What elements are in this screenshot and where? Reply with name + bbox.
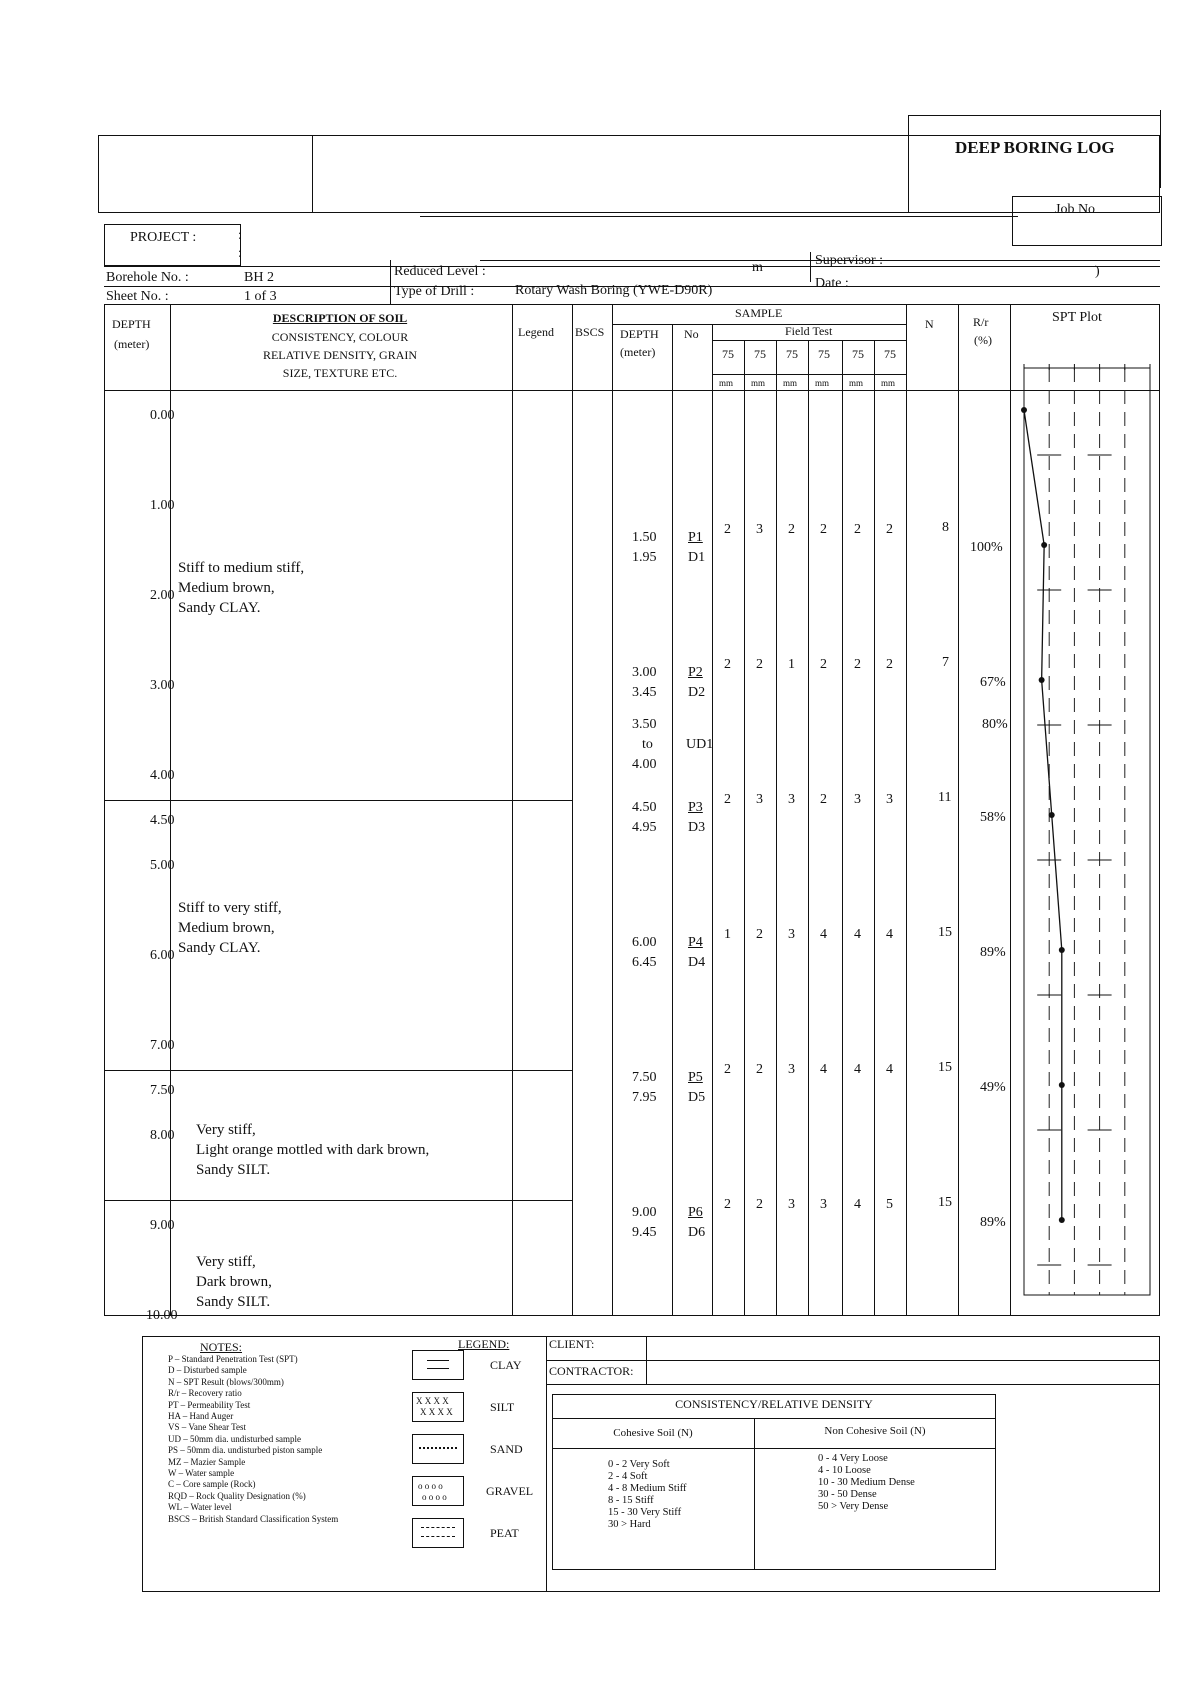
sample-number: P6 <box>688 1205 703 1220</box>
depth-label: 1.00 <box>150 498 175 513</box>
col-sample: SAMPLE <box>735 306 783 320</box>
field-test-interval-5: 75 <box>852 347 864 361</box>
sample-depth-bottom: 4.95 <box>632 820 657 835</box>
legend-symbol-silt <box>412 1392 464 1422</box>
layer-description-line: Medium brown, <box>178 580 275 596</box>
legend-label-silt: SILT <box>490 1400 515 1414</box>
field-test-value: 4 <box>820 927 827 942</box>
sample-number: P2 <box>688 665 703 680</box>
borehole-value: BH 2 <box>244 270 274 285</box>
field-test-value: 3 <box>788 792 795 807</box>
cohesive-row: 30 > Hard <box>608 1519 651 1530</box>
layer-description-line: Sandy CLAY. <box>178 940 261 956</box>
col-spt-plot: SPT Plot <box>1052 310 1102 325</box>
field-test-interval-4: 75 <box>818 347 830 361</box>
legend-label-gravel: GRAVEL <box>486 1484 534 1498</box>
sample-number: P5 <box>688 1070 703 1085</box>
gravel-hatch: o o o o <box>418 1481 443 1491</box>
depth-label: 2.00 <box>150 588 175 603</box>
depth-label: 7.50 <box>150 1083 175 1098</box>
legend-symbol-sand <box>412 1434 464 1464</box>
field-test-value: 1 <box>724 927 731 942</box>
col-sample-depth-unit: (meter) <box>620 345 656 359</box>
spt-n-value: 8 <box>942 520 949 535</box>
depth-label: 6.00 <box>150 948 175 963</box>
depth-label: 8.00 <box>150 1128 175 1143</box>
field-test-value: 4 <box>820 1062 827 1077</box>
field-test-unit-2: mm <box>751 378 766 388</box>
col-bscs: BSCS <box>575 325 605 339</box>
spt-n-value: 15 <box>938 1195 952 1210</box>
noncohesive-row: 10 - 30 Medium Dense <box>818 1477 915 1488</box>
field-test-value: 2 <box>724 792 731 807</box>
legend-title: LEGEND: <box>458 1337 510 1351</box>
layer-description-line: Sandy CLAY. <box>178 600 261 616</box>
sheet-value: 1 of 3 <box>244 289 277 304</box>
recovery-ratio: 100% <box>970 540 1003 555</box>
contractor-label: CONTRACTOR: <box>549 1364 634 1378</box>
note-line: WL – Water level <box>168 1502 232 1513</box>
sample-depth-top: 1.50 <box>632 530 657 545</box>
spt-point <box>1059 1082 1065 1088</box>
note-line: C – Core sample (Rock) <box>168 1479 256 1490</box>
cohesive-row: 2 - 4 Soft <box>608 1471 648 1482</box>
field-test-value: 3 <box>788 927 795 942</box>
field-test-value: 2 <box>724 1062 731 1077</box>
note-line: BSCS – British Standard Classification System <box>168 1513 339 1524</box>
layer-description-line: Very stiff, <box>196 1254 256 1270</box>
col-description-line2: RELATIVE DENSITY, GRAIN <box>262 348 418 362</box>
note-line: P – Standard Penetration Test (SPT) <box>168 1354 298 1364</box>
field-test-value: 4 <box>854 927 861 942</box>
field-test-value: 3 <box>820 1197 827 1212</box>
layer-description-line: Stiff to medium stiff, <box>178 560 305 576</box>
field-test-value: 2 <box>756 1062 763 1077</box>
sample-subnumber: D2 <box>688 685 706 700</box>
layer-description-line: Dark brown, <box>196 1274 272 1290</box>
depth-label: 7.00 <box>150 1038 175 1053</box>
noncohesive-title: Non Cohesive Soil (N) <box>824 1425 926 1437</box>
field-test-unit-1: mm <box>719 378 734 388</box>
consistency-title: CONSISTENCY/RELATIVE DENSITY <box>675 1397 873 1411</box>
sample-depth-top: 9.00 <box>632 1205 657 1220</box>
field-test-value: 2 <box>756 1197 763 1212</box>
col-rr: R/r <box>973 315 989 329</box>
depth-label: 4.00 <box>150 768 175 783</box>
notes-title: NOTES: <box>200 1340 242 1354</box>
field-test-value: 4 <box>886 1062 893 1077</box>
field-test-value: 4 <box>854 1197 861 1212</box>
field-test-value: 2 <box>886 522 893 537</box>
sample-subnumber: D4 <box>688 955 706 970</box>
spt-plot-frame <box>1024 368 1150 1295</box>
layer-description-line: Very stiff, <box>196 1122 256 1138</box>
sample-depth-bottom: 7.95 <box>632 1090 657 1105</box>
spt-n-value: 15 <box>938 925 952 940</box>
field-test-value: 1 <box>788 657 795 672</box>
spt-point <box>1021 407 1027 413</box>
sample-depth-bottom: 3.45 <box>632 685 657 700</box>
field-test-value: 4 <box>854 1062 861 1077</box>
layer-description-line: Sandy SILT. <box>196 1162 271 1178</box>
borehole-label: Borehole No. : <box>106 270 189 285</box>
drill-label: Type of Drill : <box>394 284 475 299</box>
spt-point <box>1059 1217 1065 1223</box>
col-sample-no: No <box>684 327 699 341</box>
spt-point <box>1059 947 1065 953</box>
col-rr-unit: (%) <box>974 333 992 347</box>
legend-symbol-peat <box>412 1518 464 1548</box>
spt-point <box>1039 677 1045 683</box>
depth-label: 0.00 <box>150 408 175 423</box>
sample-subnumber: D1 <box>688 550 706 565</box>
col-field-test: Field Test <box>785 324 833 338</box>
ud-sample-number: UD1 <box>686 737 714 752</box>
col-description-line3: SIZE, TEXTURE ETC. <box>282 366 398 380</box>
date-value: ) <box>1095 264 1100 279</box>
sample-number: P3 <box>688 800 703 815</box>
clay-hatch <box>427 1360 449 1361</box>
sample-depth-top: 3.00 <box>632 665 657 680</box>
cohesive-row: 4 - 8 Medium Stiff <box>608 1483 687 1494</box>
field-test-value: 3 <box>788 1062 795 1077</box>
peat-hatch <box>421 1536 455 1537</box>
drill-value: Rotary Wash Boring (YWE-D90R) <box>515 283 713 298</box>
layer-description-line: Stiff to very stiff, <box>178 900 282 916</box>
job-no-label: Job No <box>1055 202 1096 217</box>
layer-description-line: Sandy SILT. <box>196 1294 271 1310</box>
spt-n-value: 11 <box>938 790 952 805</box>
field-test-value: 5 <box>886 1197 893 1212</box>
sample-depth-bottom: 6.45 <box>632 955 657 970</box>
spt-n-value: 15 <box>938 1060 952 1075</box>
depth-label: 4.50 <box>150 813 175 828</box>
sample-depth-bottom: 9.45 <box>632 1225 657 1240</box>
col-legend: Legend <box>518 325 554 339</box>
sample-subnumber: D5 <box>688 1090 706 1105</box>
field-test-unit-6: mm <box>881 378 896 388</box>
reduced-level-unit: m <box>752 260 763 275</box>
spt-line <box>1024 410 1062 1220</box>
field-test-interval-6: 75 <box>884 347 896 361</box>
col-description-title: DESCRIPTION OF SOIL <box>272 311 408 325</box>
col-description-line1: CONSISTENCY, COLOUR <box>271 330 409 344</box>
silt-hatch: X X X X <box>416 1396 449 1406</box>
field-test-unit-4: mm <box>815 378 830 388</box>
sample-depth-top: 7.50 <box>632 1070 657 1085</box>
ud-recovery-ratio: 80% <box>982 717 1008 732</box>
supervisor-label: Supervisor : <box>815 253 884 268</box>
note-line: PS – 50mm dia. undisturbed piston sample <box>168 1445 323 1456</box>
field-test-value: 3 <box>886 792 893 807</box>
field-test-value: 4 <box>886 927 893 942</box>
silt-hatch: X X X X <box>420 1407 453 1417</box>
field-test-value: 2 <box>724 1197 731 1212</box>
project-value-1: : <box>238 228 242 243</box>
sample-subnumber: D3 <box>688 820 706 835</box>
spt-plot <box>1010 360 1160 1316</box>
sample-depth-bottom: 1.95 <box>632 550 657 565</box>
cohesive-row: 0 - 2 Very Soft <box>608 1459 670 1470</box>
project-label: PROJECT : <box>130 230 197 245</box>
note-line: W – Water sample <box>168 1468 235 1478</box>
sample-depth-top: 6.00 <box>632 935 657 950</box>
depth-label: 10.00 <box>146 1308 178 1323</box>
col-depth: DEPTH <box>112 317 151 331</box>
recovery-ratio: 89% <box>980 1215 1006 1230</box>
field-test-value: 2 <box>820 657 827 672</box>
spt-n-value: 7 <box>942 655 949 670</box>
note-line: VS – Vane Shear Test <box>168 1422 247 1433</box>
client-label: CLIENT: <box>549 1337 595 1351</box>
recovery-ratio: 67% <box>980 675 1006 690</box>
legend-label-clay: CLAY <box>490 1358 522 1372</box>
note-line: R/r – Recovery ratio <box>168 1388 242 1399</box>
note-line: MZ – Mazier Sample <box>168 1456 246 1467</box>
date-label: Date : <box>815 276 849 291</box>
gravel-hatch: o o o o <box>422 1492 447 1502</box>
legend-symbol-clay <box>412 1350 464 1380</box>
col-sample-depth: DEPTH <box>620 327 659 341</box>
recovery-ratio: 49% <box>980 1080 1006 1095</box>
reduced-level-label: Reduced Level : <box>394 264 486 279</box>
cohesive-title: Cohesive Soil (N) <box>613 1427 693 1439</box>
cohesive-row: 15 - 30 Very Stiff <box>608 1507 682 1518</box>
noncohesive-row: 50 > Very Dense <box>818 1501 889 1512</box>
field-test-value: 2 <box>820 792 827 807</box>
noncohesive-row: 0 - 4 Very Loose <box>818 1453 888 1464</box>
noncohesive-row: 30 - 50 Dense <box>818 1489 877 1500</box>
layer-description-line: Medium brown, <box>178 920 275 936</box>
field-test-interval-3: 75 <box>786 347 798 361</box>
noncohesive-row: 4 - 10 Loose <box>818 1465 871 1476</box>
note-line: N – SPT Result (blows/300mm) <box>168 1376 284 1387</box>
sample-subnumber: D6 <box>688 1225 706 1240</box>
note-line: RQD – Rock Quality Designation (%) <box>168 1490 306 1501</box>
field-test-unit-3: mm <box>783 378 798 388</box>
field-test-value: 2 <box>854 522 861 537</box>
clay-hatch <box>427 1368 449 1369</box>
sand-dots <box>419 1447 457 1449</box>
depth-label: 9.00 <box>150 1218 175 1233</box>
field-test-value: 3 <box>756 522 763 537</box>
log-title: DEEP BORING LOG <box>955 138 1115 157</box>
field-test-value: 3 <box>788 1197 795 1212</box>
spt-point <box>1041 542 1047 548</box>
note-line: HA – Hand Auger <box>168 1411 234 1421</box>
cohesive-row: 8 - 15 Stiff <box>608 1495 654 1506</box>
field-test-value: 2 <box>886 657 893 672</box>
field-test-value: 3 <box>854 792 861 807</box>
sample-number: P1 <box>688 530 703 545</box>
consistency-table <box>552 1394 996 1570</box>
project-value-2: : <box>238 246 242 261</box>
field-test-value: 2 <box>724 522 731 537</box>
field-test-interval-1: 75 <box>722 347 734 361</box>
depth-label: 5.00 <box>150 858 175 873</box>
ud-depth-top: 3.50 <box>632 717 657 732</box>
sheet-label: Sheet No. : <box>106 289 169 304</box>
ud-depth-to: to <box>642 737 653 752</box>
field-test-value: 2 <box>788 522 795 537</box>
field-test-value: 3 <box>756 792 763 807</box>
spt-grid <box>1024 364 1150 1295</box>
peat-hatch <box>421 1527 455 1528</box>
depth-label: 3.00 <box>150 678 175 693</box>
field-test-unit-5: mm <box>849 378 864 388</box>
legend-symbol-gravel <box>412 1476 464 1506</box>
note-line: UD – 50mm dia. undisturbed sample <box>168 1433 301 1444</box>
col-depth-unit: (meter) <box>114 337 150 351</box>
field-test-value: 2 <box>756 657 763 672</box>
field-test-value: 2 <box>724 657 731 672</box>
legend-label-peat: PEAT <box>490 1526 519 1540</box>
ud-depth-bottom: 4.00 <box>632 757 657 772</box>
field-test-value: 2 <box>756 927 763 942</box>
sample-depth-top: 4.50 <box>632 800 657 815</box>
layer-description-line: Light orange mottled with dark brown, <box>196 1142 430 1158</box>
col-n: N <box>925 317 934 331</box>
note-line: PT – Permeability Test <box>168 1399 251 1410</box>
field-test-value: 2 <box>820 522 827 537</box>
recovery-ratio: 58% <box>980 810 1006 825</box>
note-line: D – Disturbed sample <box>168 1365 247 1376</box>
sample-number: P4 <box>688 935 703 950</box>
field-test-value: 2 <box>854 657 861 672</box>
field-test-interval-2: 75 <box>754 347 766 361</box>
recovery-ratio: 89% <box>980 945 1006 960</box>
spt-point <box>1049 812 1055 818</box>
legend-label-sand: SAND <box>490 1442 523 1456</box>
